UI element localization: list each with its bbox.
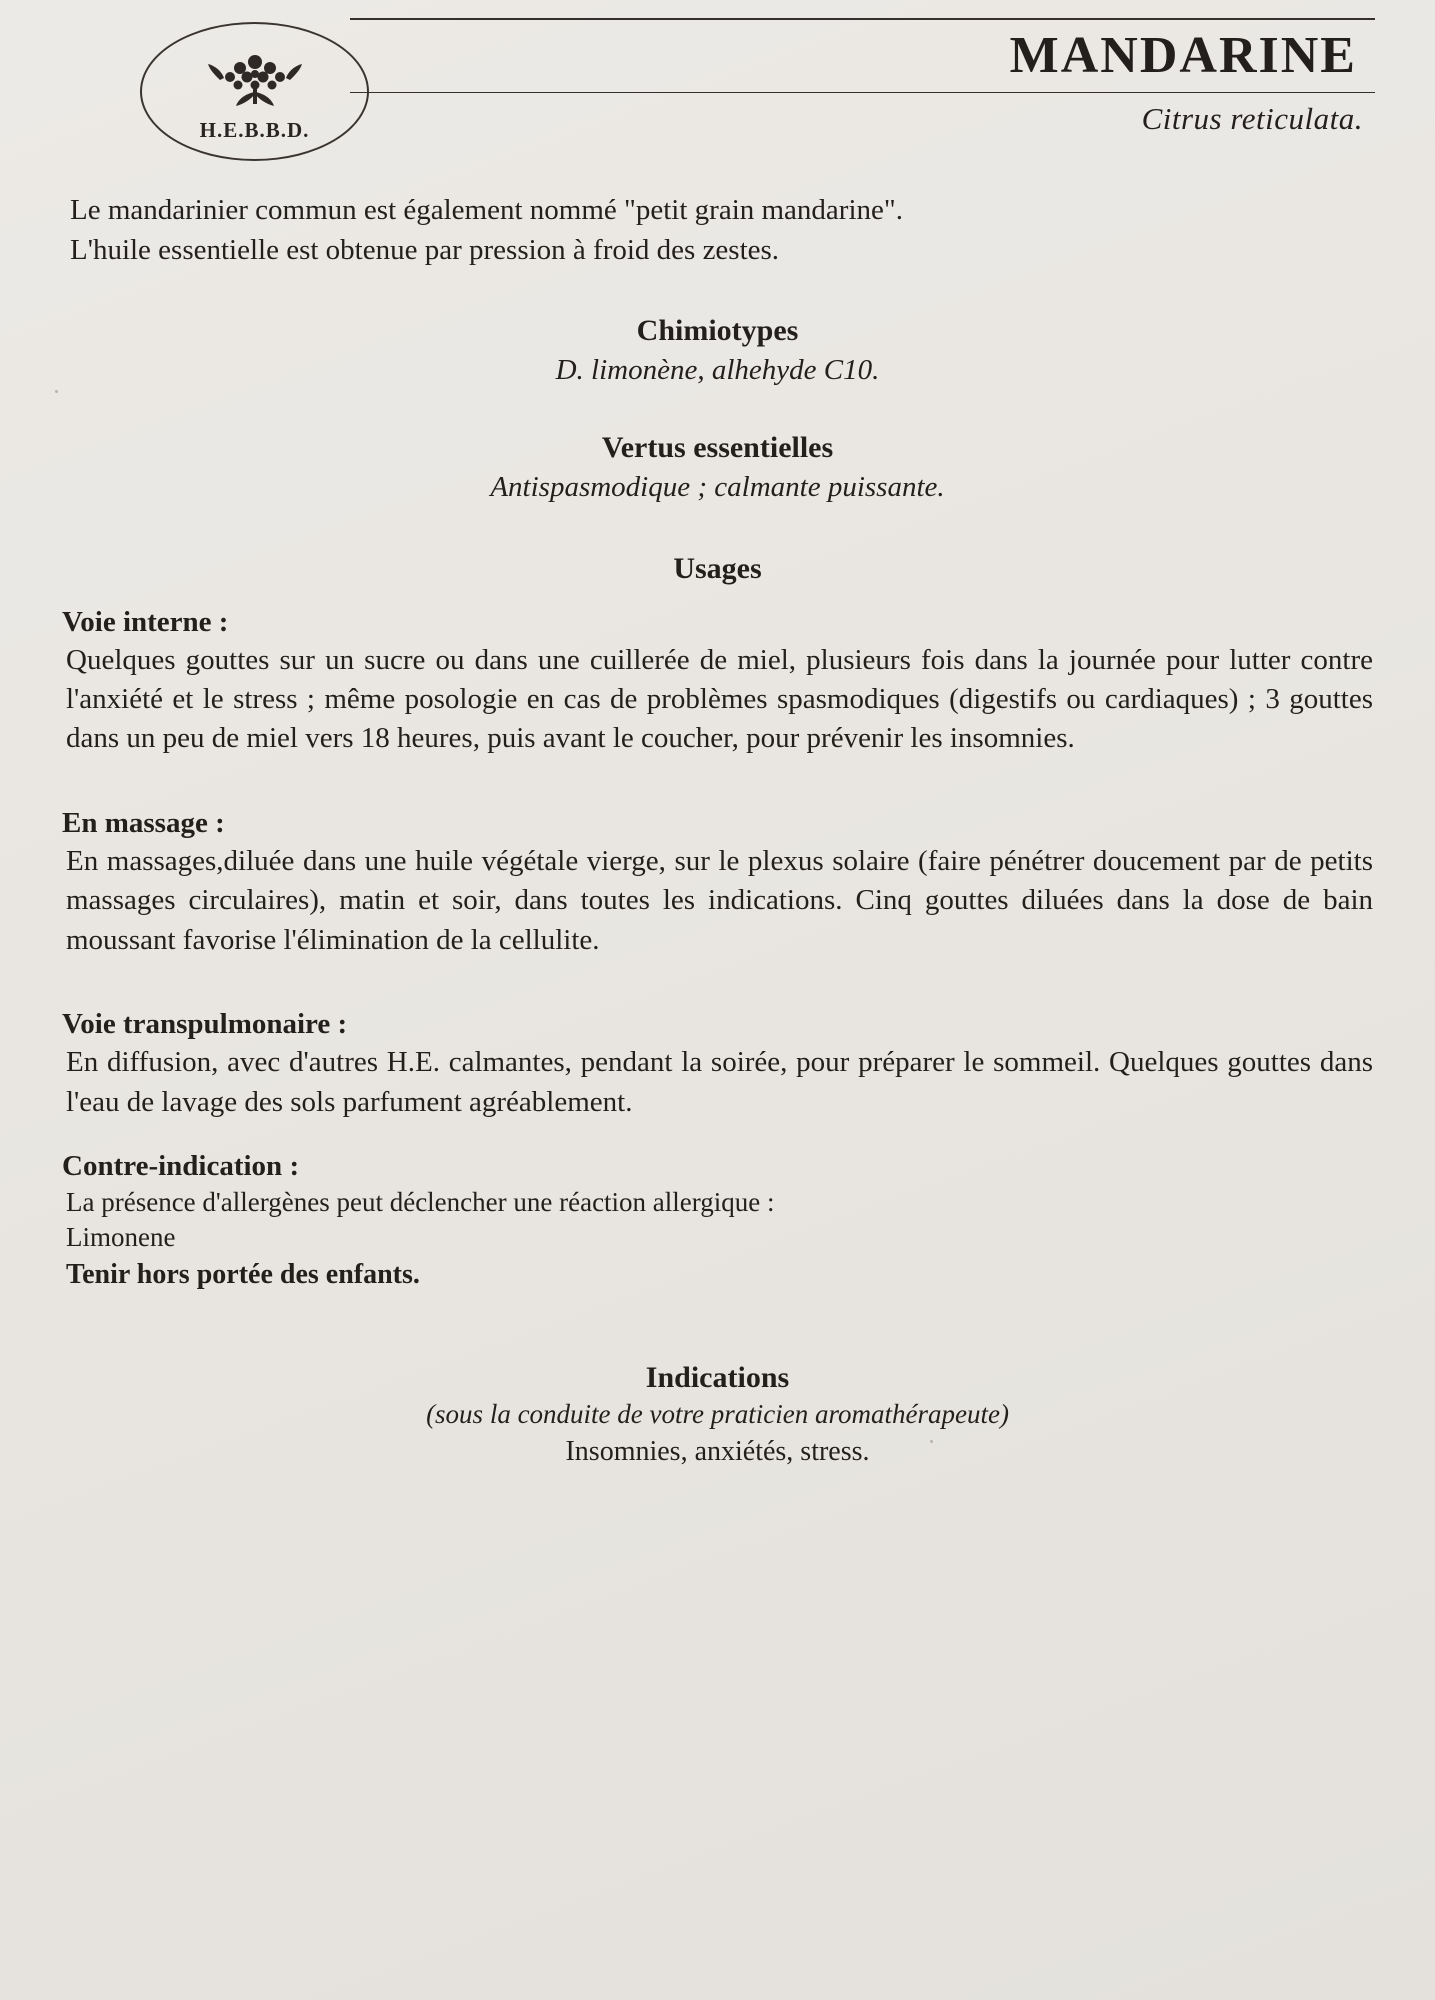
paper-speck (55, 390, 58, 393)
contre-indication-line-1: La présence d'allergènes peut déclencher une réaction allergique : (66, 1187, 775, 1218)
latin-name: Citrus reticulata. (1141, 101, 1363, 136)
contre-indication-warning: Tenir hors portée des enfants. (66, 1259, 420, 1291)
page-title: MANDARINE (1009, 27, 1357, 84)
spacer (40, 759, 1395, 787)
floral-bouquet-icon (200, 44, 310, 116)
vertus-text: Antispasmodique ; calmante puissante. (490, 470, 945, 503)
indications-list: Insomnies, anxiétés, stress. (565, 1436, 870, 1468)
usage-text-voie-transpulmonaire: En diffusion, avec d'autres H.E. calmantes, pendant la soirée, pour préparer le sommeil. Quelques gouttes dans l'eau de lavage des sols parfument agréablement. (66, 1046, 1373, 1118)
chimiotypes-text: D. limonène, alhehyde C10. (555, 353, 880, 386)
spacer (40, 960, 1395, 988)
usage-text-voie-interne: Quelques gouttes sur un sucre ou dans une cuillerée de miel, plusieurs fois dans la journée pour lutter contre l'anxiété et le stress ; même posologie en cas de problèmes spasmodiques (digestifs ou cardiaques) ; 3 gouttes dans un peu de miel vers 18 heures, puis avant le coucher, pour prévenir les insomnies. (66, 643, 1373, 755)
usage-label-voie-transpulmonaire: Voie transpulmonaire : (62, 1008, 348, 1041)
hebbd-logo (140, 22, 369, 161)
title-block (350, 18, 1375, 137)
usage-text-en-massage: En massages,diluée dans une huile végétale vierge, sur le plexus solaire (faire pénétrer doucement par de petits massages circulaires), matin et soir, dans toutes les indications. Cinq gouttes diluées dans la dose de bain moussant favorise l'élimination de la cellulite. (66, 844, 1373, 956)
hebbd-label: H.E.B.B.D. (199, 118, 310, 142)
document-header (40, 0, 1395, 185)
intro-line-2: L'huile essentielle est obtenue par pression à froid des zestes. (70, 234, 780, 267)
indications-subtitle: (sous la conduite de votre praticien aromathérapeute) (426, 1399, 1009, 1430)
usage-label-voie-interne: Voie interne : (62, 605, 229, 638)
paper-speck (930, 1440, 933, 1443)
indications-heading: Indications (645, 1361, 790, 1395)
vertus-heading: Vertus essentielles (601, 430, 834, 464)
contre-indication-allergen: Limonene (66, 1222, 176, 1253)
usage-label-en-massage: En massage : (62, 806, 225, 839)
intro-line-1: Le mandarinier commun est également nommé "petit grain mandarine". (70, 194, 903, 226)
usages-heading: Usages (673, 551, 762, 585)
spacer (40, 1122, 1395, 1150)
contre-indication-heading: Contre-indication : (62, 1150, 300, 1183)
chimiotypes-heading: Chimiotypes (636, 313, 799, 347)
